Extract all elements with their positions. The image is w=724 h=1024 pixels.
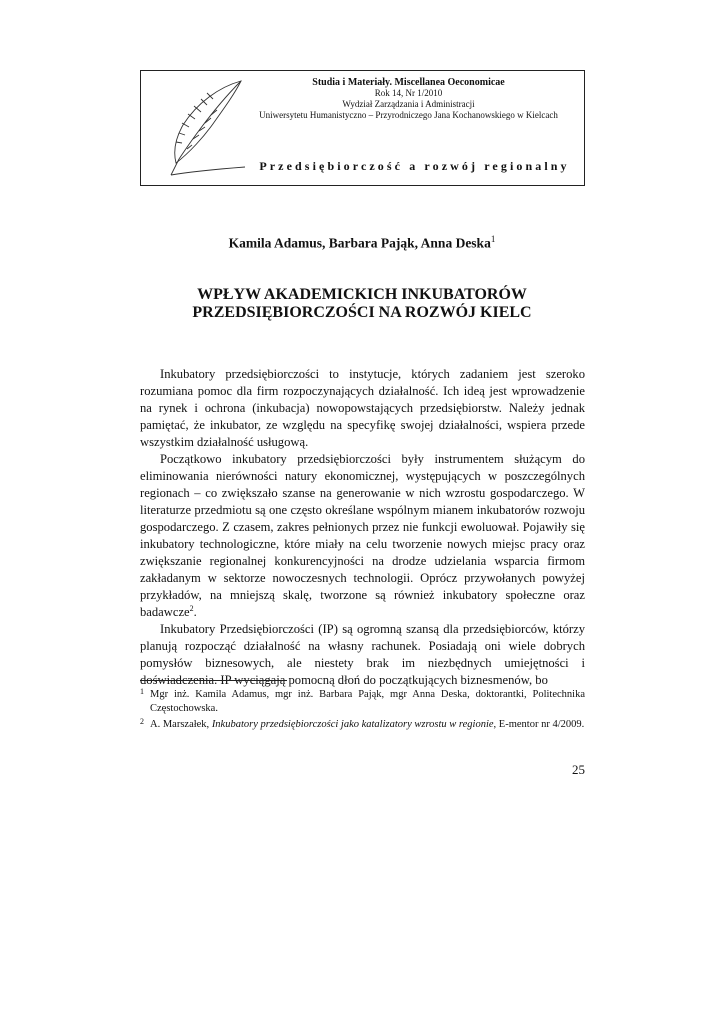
journal-header-box xyxy=(140,70,585,186)
paragraph-1: Inkubatory przedsiębiorczości to instytucje, których zadaniem jest szeroko rozumiana pomoc dla firm rozpoczynających działalność. Ich ideą jest wprowadzenie na rynek i ochrona (inkubacja) nowopowstających przedsiębiorstw. Należy jednak pamiętać, że inkubator, ze względu na specyfikę swojej działalności, wspiera przede wszystkim działalność usługową. xyxy=(140,367,585,449)
footnote-2-mark: 2 xyxy=(140,717,144,726)
footnote-1-mark: 1 xyxy=(140,687,144,696)
footnotes xyxy=(140,688,585,734)
journal-name: Studia i Materiały. Miscellanea Oeconomicae xyxy=(312,77,505,88)
journal-university: Uniwersytetu Humanistyczno – Przyrodniczego Jana Kochanowskiego w Kielcach xyxy=(259,110,558,120)
paragraph-2 xyxy=(140,451,585,621)
journal-series: Przedsiębiorczość a rozwój regionalny xyxy=(259,159,570,173)
title-line-2: PRZEDSIĘBIORCZOŚCI NA ROZWÓJ KIELC xyxy=(192,304,532,321)
article-authors xyxy=(0,234,724,252)
article-body xyxy=(140,366,585,689)
footnote-1 xyxy=(140,688,585,716)
authors-names: Kamila Adamus, Barbara Pająk, Anna Deska xyxy=(228,235,491,251)
journal-issue: Rok 14, Nr 1/2010 xyxy=(374,88,443,98)
journal-department: Wydział Zarządzania i Administracji xyxy=(342,99,475,109)
footnote-2 xyxy=(140,718,585,732)
quill-pen-icon xyxy=(149,77,249,181)
page-number: 25 xyxy=(572,762,585,777)
authors-footnote-mark: 1 xyxy=(490,234,496,244)
footnote-2-author: A. Marszałek, xyxy=(150,719,212,730)
journal-info xyxy=(241,77,576,121)
title-line-1: WPŁYW AKADEMICKICH INKUBATORÓW xyxy=(197,286,527,303)
article-title xyxy=(0,286,724,322)
footnote-divider xyxy=(140,680,287,681)
paragraph-2-end: . xyxy=(193,605,197,619)
footnote-1-text: Mgr inż. Kamila Adamus, mgr inż. Barbara Pająk, mgr Anna Deska, doktorantki, Politechnika Częstochowska. xyxy=(150,689,585,714)
footnote-ref-2: 2 xyxy=(189,603,194,613)
paragraph-3: Inkubatory Przedsiębiorczości (IP) są ogromną szansą dla przedsiębiorców, którzy planują rozpocząć działalność na własny rachunek. Posiadają oni wiele dobrych pomysłów biznesowych, ale niestety brak im niezbędnych umiejętności i doświadczenia. IP wyciągają pomocną dłoń do początkujących biznesmenów, bo xyxy=(140,622,585,687)
paragraph-2-text: Początkowo inkubatory przedsiębiorczości były instrumentem służącym do eliminowania nierówności natury ekonomicznej, występujących w poszczególnych regionach – co zwiększało szanse na generowanie w nich wzrostu gospodarczego. W literaturze przedmiotu są one często określane wspólnym mianem inkubatorów rozwoju gospodarczego. Z czasem, zakres pełnionych przez nie funkcji ewoluował. Pojawiły się inkubatory technologiczne, które miały na celu tworzenie nowych miejsc pracy oraz zwiększanie regionalnej konkurencyjności na drodze udzielania wsparcia firmom zakładanym w sektorze nowoczesnych technologii. Oprócz przywołanych powyżej przykładów, na mniejszą skalę, tworzone są również inkubatory społeczne oraz badawcze xyxy=(140,452,585,619)
footnote-2-source: , E-mentor nr 4/2009. xyxy=(493,719,585,730)
footnote-2-title: Inkubatory przedsiębiorczości jako katalizatory wzrostu w regionie xyxy=(211,719,494,730)
